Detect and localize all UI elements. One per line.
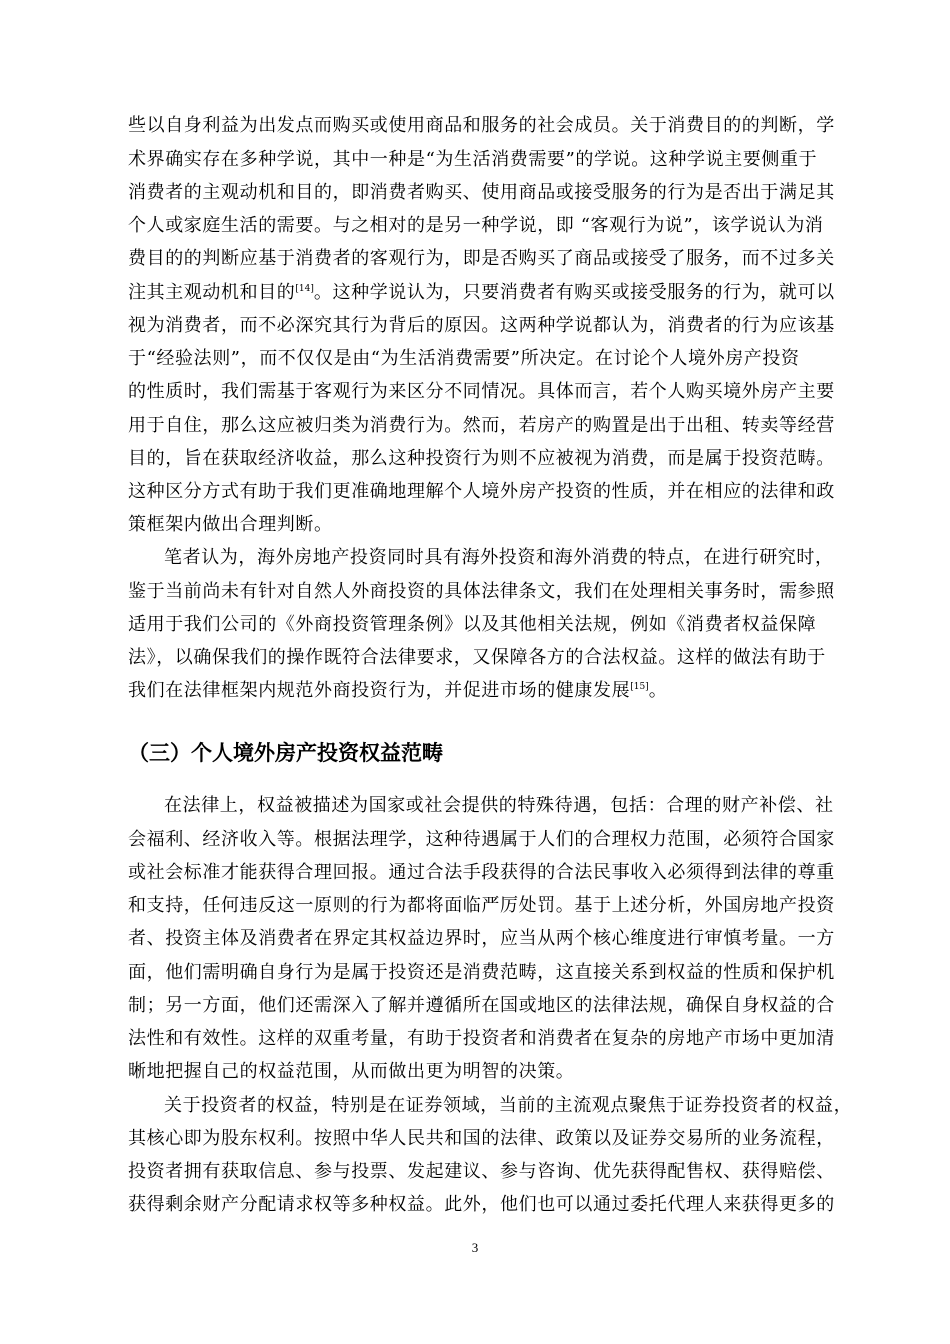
text-segment: 。这种学说认为，只要消费者有购买或接受服务的行为，就可以 xyxy=(313,282,835,303)
text-line: 笔者认为，海外房地产投资同时具有海外投资和海外消费的特点，在进行研究时， xyxy=(164,547,834,568)
text-line: 费目的的判断应基于消费者的客观行为，即是否购买了商品或接受了服务，而不过多关 xyxy=(128,248,835,269)
text-line: 目的，旨在获取经济收益，那么这种投资行为则不应被视为消费，而是属于投资范畴。 xyxy=(128,448,835,469)
text-line: 策框架内做出合理判断。 xyxy=(128,514,333,535)
text-line: 法性和有效性。这样的双重考量，有助于投资者和消费者在复杂的房地产市场中更加清 xyxy=(128,1028,835,1049)
text-line: 个人或家庭生活的需要。与之相对的是另一种学说，即 “客观行为说”，该学说认为消 xyxy=(128,215,824,236)
text-line: 这种区分方式有助于我们更准确地理解个人境外房产投资的性质，并在相应的法律和政 xyxy=(128,481,835,502)
text-line: 的性质时，我们需基于客观行为来区分不同情况。具体而言，若个人购买境外房产主要 xyxy=(128,381,835,402)
text-line: 视为消费者，而不必深究其行为背后的原因。这两种学说都认为，消费者的行为应该基 xyxy=(128,315,835,336)
text-line: 面，他们需明确自身行为是属于投资还是消费范畴，这直接关系到权益的性质和保护机 xyxy=(128,962,835,983)
page-number: 3 xyxy=(471,1240,479,1255)
text-line: 于“经验法则”，而不仅仅是由“为生活消费需要”所决定。在讨论个人境外房产投资 xyxy=(128,348,800,369)
text-line: 者、投资主体及消费者在界定其权益边界时，应当从两个核心维度进行审慎考量。一方 xyxy=(128,928,835,949)
text-line: 晰地把握自己的权益范围，从而做出更为明智的决策。 xyxy=(128,1061,575,1082)
citation-14: [14] xyxy=(295,284,314,294)
text-line: 法》，以确保我们的操作既符合法律要求，又保障各方的合法权益。这样的做法有助于 xyxy=(128,647,826,668)
text-line: 鉴于当前尚未有针对自然人外商投资的具体法律条文，我们在处理相关事务时，需参照 xyxy=(128,581,835,602)
citation-15: [15] xyxy=(630,682,649,692)
text-line: 消费者的主观动机和目的，即消费者购买、使用商品或接受服务的行为是否出于满足其 xyxy=(128,182,835,203)
text-line: 制；另一方面，他们还需深入了解并遵循所在国或地区的法律法规，确保自身权益的合 xyxy=(128,995,835,1016)
text-line: 其核心即为股东权利。按照中华人民共和国的法律、政策以及证券交易所的业务流程， xyxy=(128,1128,835,1149)
text-line: 术界确实存在多种学说，其中一种是“为生活消费需要”的学说。这种学说主要侧重于 xyxy=(128,149,818,170)
text-line: 关于投资者的权益，特别是在证券领域，当前的主流观点聚焦于证券投资者的权益， xyxy=(164,1095,853,1116)
text-line: 些以自身利益为出发点而购买或使用商品和服务的社会成员。关于消费目的的判断，学 xyxy=(128,115,835,136)
text-segment: 我们在法律框架内规范外商投资行为，并促进市场的健康发展 xyxy=(128,680,631,701)
text-line: 在法律上，权益被描述为国家或社会提供的特殊待遇，包括：合理的财产补偿、社 xyxy=(164,795,834,816)
text-line: 或社会标准才能获得合理回报。通过合法手段获得的合法民事收入必须得到法律的尊重 xyxy=(128,862,835,883)
section-heading: （三）个人境外房产投资权益范畴 xyxy=(128,741,443,765)
text-line: 投资者拥有获取信息、参与投票、发起建议、参与咨询、优先获得配售权、获得赔偿、 xyxy=(128,1161,835,1182)
text-segment: 注其主观动机和目的 xyxy=(128,282,296,303)
text-line: 获得剩余财产分配请求权等多种权益。此外，他们也可以通过委托代理人来获得更多的 xyxy=(128,1194,835,1215)
text-line: 会福利、经济收入等。根据法理学，这种待遇属于人们的合理权力范围，必须符合国家 xyxy=(128,829,835,850)
text-line-with-citation xyxy=(128,681,667,701)
text-line: 和支持，任何违反这一原则的行为都将面临严厉处罚。基于上述分析，外国房地产投资 xyxy=(128,895,835,916)
text-line: 适用于我们公司的《外商投资管理条例》以及其他相关法规，例如《消费者权益保障 xyxy=(128,614,817,635)
text-segment: 。 xyxy=(648,680,668,701)
text-line-with-citation xyxy=(128,283,835,303)
text-line: 用于自住，那么这应被归类为消费行为。然而，若房产的购置是出于出租、转卖等经营 xyxy=(128,415,835,436)
